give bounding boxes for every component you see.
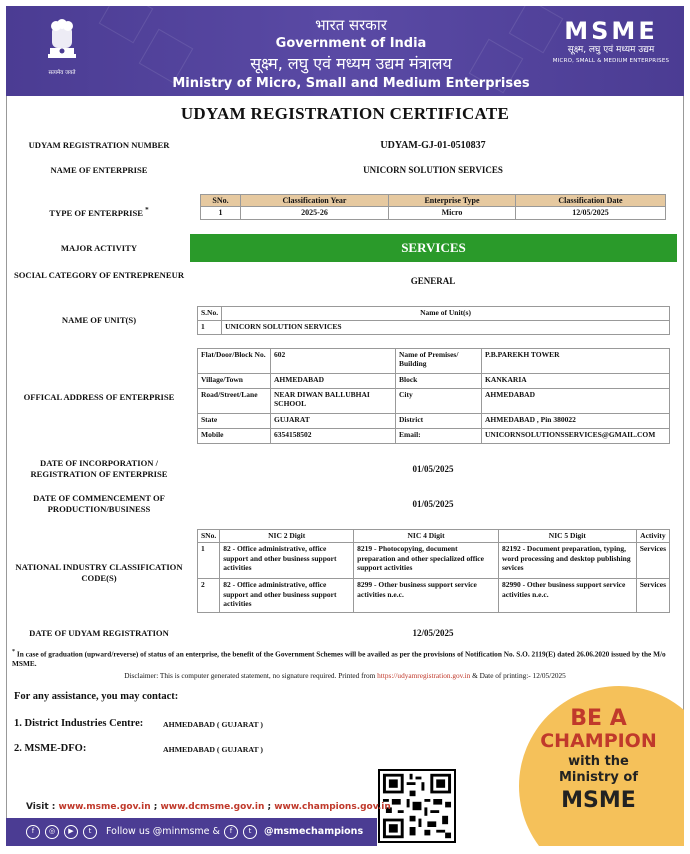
address-key: Block [396,374,482,389]
nic-header-5digit: NIC 5 Digit [498,530,636,543]
address-value: UNICORNSOLUTIONSSERVICES@GMAIL.COM [482,429,670,444]
address-value: P.B.PAREKH TOWER [482,349,670,374]
address-key: Email: [396,429,482,444]
reg-number-value: UDYAM-GJ-01-0510837 [380,140,486,151]
msme-logo [551,18,671,66]
address-key: Flat/Door/Block No. [198,349,271,374]
nic-cell-sno: 1 [198,543,220,579]
units-header-sno: S.No. [198,307,222,321]
classification-header-row [201,195,666,207]
disclaimer-prefix: Disclaimer: This is computer generated statement, no signature required. Printed from [124,671,378,680]
type-label [10,205,188,219]
address-key: State [198,414,271,429]
address-key: Village/Town [198,374,271,389]
visit-links [26,802,391,812]
follow-text: Follow us @minmsme & [106,826,220,837]
nic-cell-sno: 2 [198,579,220,613]
national-emblem-icon [40,18,84,82]
footnote-asterisk: * [12,649,16,655]
assistance-heading: For any assistance, you may contact: [14,691,179,702]
dic-value: AHMEDABAD ( GUJARAT ) [163,720,263,729]
classification-header-date: Classification Date [516,195,666,207]
hindi-government: भारत सरकार [315,16,387,34]
champions-website-link[interactable]: www.champions.gov.in [274,802,391,812]
twitter-icon[interactable]: t [83,825,97,839]
classification-cell-date: 12/05/2025 [516,207,666,220]
address-value: AHMEDABAD [271,374,396,389]
social-category-label: SOCIAL CATEGORY OF ENTREPRENEUR [13,270,185,280]
footnote-text: In case of graduation (upward/reverse) of status of an enterprise, the benefit of the Government Schemes will be availed as per the provisions of Notification No. S.O. 2119(E) dated 26.06.2020 issued by the M/o MSME. [12,649,666,669]
units-table [197,306,670,335]
table-row [198,543,670,579]
nic-header-sno: SNo. [198,530,220,543]
address-value: 6354158502 [271,429,396,444]
emblem-motto: सत्यमेव जयते [48,70,76,76]
dcmsme-website-link[interactable]: www.dcmsme.gov.in [160,802,265,812]
nic-cell-4digit: 8299 - Other business support service activities n.e.c. [354,579,499,613]
table-row [198,414,670,429]
msme-logo-hindi: सूक्ष्म, लघु एवं मध्यम उद्यम [567,45,655,55]
units-cell-sno: 1 [198,321,222,335]
champion-banner [513,686,684,846]
address-label: OFFICAL ADDRESS OF ENTERPRISE [23,392,175,402]
visit-label: Visit : [26,802,59,812]
incorporation-value: 01/05/2025 [412,464,454,474]
address-value: AHMEDABAD , Pin 380022 [482,414,670,429]
udyam-date-label: DATE OF UDYAM REGISTRATION [29,628,169,638]
type-label-asterisk: * [145,206,149,214]
header-banner [6,6,684,96]
table-row [198,349,670,374]
facebook-icon[interactable]: f [224,825,238,839]
dfo-label: 2. MSME-DFO: [14,743,87,754]
government-title [166,16,536,94]
graduation-footnote [12,647,676,669]
nic-cell-5digit: 82990 - Other business support service activities n.e.c. [498,579,636,613]
msme-logo-text: MSME [564,17,658,45]
table-row [198,374,670,389]
address-key: Mobile [198,429,271,444]
commencement-label: DATE OF COMMENCEMENT OF PRODUCTION/BUSINESS [33,493,165,514]
enterprise-name-label: NAME OF ENTERPRISE [50,165,148,175]
address-table [197,348,670,444]
champion-line5: MSME [561,788,636,813]
table-row [198,579,670,613]
address-key: District [396,414,482,429]
dic-label: 1. District Industries Centre: [14,718,144,729]
commencement-value: 01/05/2025 [412,499,454,509]
nic-header-activity: Activity [636,530,669,543]
address-key: Road/Street/Lane [198,389,271,414]
classification-cell-type: Micro [389,207,516,220]
hindi-ministry: सूक्ष्म, लघु एवं मध्यम उद्यम मंत्रालय [250,54,452,73]
social-category-value: GENERAL [410,276,456,286]
youtube-icon[interactable]: ▶ [64,825,78,839]
classification-header-sno: SNo. [201,195,241,207]
nic-cell-5digit: 82192 - Document preparation, typing, word processing and desktop publishing sevices [498,543,636,579]
address-value: KANKARIA [482,374,670,389]
major-activity-label: MAJOR ACTIVITY [60,243,138,253]
classification-cell-sno: 1 [201,207,241,220]
champion-line2: CHAMPION [540,730,657,752]
classification-cell-year: 2025-26 [241,207,389,220]
reg-number-label: UDYAM REGISTRATION NUMBER [28,140,170,150]
nic-cell-2digit: 82 - Office administrative, office support and other business support activities [220,579,354,613]
table-row [198,429,670,444]
disclaimer [0,671,690,680]
address-value: GUJARAT [271,414,396,429]
table-row [201,207,666,220]
units-header-name: Name of Unit(s) [222,307,670,321]
table-row [198,321,670,335]
address-value: 602 [271,349,396,374]
nic-header-2digit: NIC 2 Digit [220,530,354,543]
units-header-row [198,307,670,321]
certificate-title: UDYAM REGISTRATION CERTIFICATE [180,104,510,123]
units-cell-name: UNICORN SOLUTION SERVICES [222,321,670,335]
nic-cell-activity: Services [636,543,669,579]
disclaimer-suffix: & Date of printing:- 12/05/2025 [470,671,566,680]
nic-header-4digit: NIC 4 Digit [354,530,499,543]
type-label-text: TYPE OF ENTERPRISE [49,207,144,218]
table-row [198,389,670,414]
nic-label: NATIONAL INDUSTRY CLASSIFICATION CODE(S) [15,562,183,583]
nic-cell-activity: Services [636,579,669,613]
ministry-name: Ministry of Micro, Small and Medium Enterprises [172,76,530,91]
twitter-icon[interactable]: t [243,825,257,839]
classification-header-type: Enterprise Type [389,195,516,207]
enterprise-name-value: UNICORN SOLUTION SERVICES [363,165,503,175]
msme-logo-english: MICRO, SMALL & MEDIUM ENTERPRISES [552,58,670,64]
nic-cell-2digit: 82 - Office administrative, office support and other business support activities [220,543,354,579]
address-key: City [396,389,482,414]
government-of-india: Government of India [275,36,427,51]
address-value: AHMEDABAD [482,389,670,414]
champion-line1: BE A [570,706,627,731]
address-value: NEAR DIWAN BALLUBHAI SCHOOL [271,389,396,414]
udyam-portal-link[interactable]: https://udyamregistration.gov.in [377,671,471,680]
champion-line4: Ministry of [558,770,639,785]
nic-table [197,529,670,613]
facebook-icon[interactable]: f [26,825,40,839]
visit-separator: ; [264,802,275,812]
major-activity-value: SERVICES [190,234,677,262]
dfo-value: AHMEDABAD ( GUJARAT ) [163,745,263,754]
champions-handle: @msmechampions [264,826,364,837]
nic-header-row [198,530,670,543]
address-key: Name of Premises/ Building [396,349,482,374]
classification-header-year: Classification Year [241,195,389,207]
social-footer [6,818,377,846]
classification-table [200,194,666,220]
udyam-date-value: 12/05/2025 [412,628,454,638]
visit-separator: ; [150,802,161,812]
champion-line3: with the [568,754,629,769]
nic-cell-4digit: 8219 - Photocopying, document preparation and other specialized office support activities [354,543,499,579]
instagram-icon[interactable]: ◎ [45,825,59,839]
incorporation-label: DATE OF INCORPORATION / REGISTRATION OF ENTERPRISE [30,458,168,479]
msme-website-link[interactable]: www.msme.gov.in [58,802,151,812]
unit-name-label: NAME OF UNIT(S) [61,315,137,325]
